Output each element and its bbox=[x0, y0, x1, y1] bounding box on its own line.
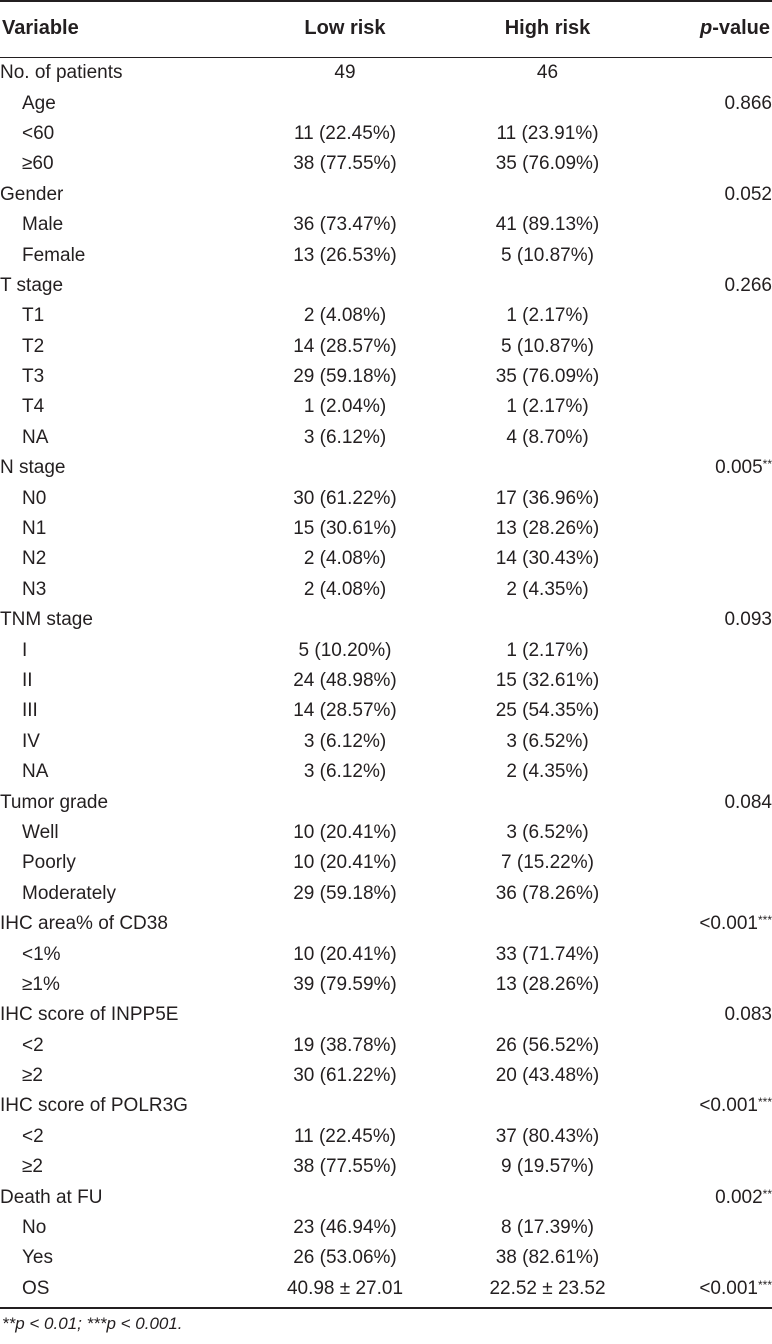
row-label: <1% bbox=[22, 943, 61, 965]
footnote: **p < 0.01; ***p < 0.001. bbox=[2, 1314, 183, 1333]
low-risk-cell bbox=[250, 1182, 440, 1212]
table-row bbox=[0, 757, 772, 787]
p-value-cell bbox=[655, 605, 772, 635]
low-risk-cell: 24 (48.98%) bbox=[293, 670, 397, 691]
table-row bbox=[0, 1091, 772, 1121]
table-row bbox=[0, 727, 772, 757]
low-risk-cell: 39 (79.59%) bbox=[293, 973, 397, 995]
p-value-text: 0.084 bbox=[724, 791, 772, 813]
table-row bbox=[0, 240, 772, 270]
row-label: T3 bbox=[22, 366, 45, 388]
high-risk-cell bbox=[440, 605, 655, 635]
low-risk-cell: 11 (22.45%) bbox=[293, 1125, 397, 1147]
table-row bbox=[0, 575, 772, 605]
high-risk-cell: 35 (76.09%) bbox=[495, 153, 600, 175]
p-value-cell bbox=[655, 1274, 772, 1304]
table-row bbox=[0, 696, 772, 726]
row-label: <2 bbox=[22, 1125, 44, 1147]
high-risk-cell: 9 (19.57%) bbox=[501, 1156, 594, 1178]
table-row bbox=[0, 149, 772, 179]
p-value-cell bbox=[655, 1000, 772, 1030]
table-row bbox=[0, 605, 772, 635]
row-label: N0 bbox=[22, 487, 47, 509]
p-value-cell bbox=[655, 757, 772, 787]
high-risk-cell: 1 (2.17%) bbox=[506, 639, 589, 661]
low-risk-cell: 40.98 ± 27.01 bbox=[286, 1277, 404, 1299]
row-label: IHC area% of CD38 bbox=[0, 913, 168, 935]
low-risk-cell: 3 (6.12%) bbox=[303, 730, 387, 752]
low-risk-cell bbox=[250, 787, 440, 817]
p-value-cell bbox=[655, 666, 772, 696]
high-risk-cell: 3 (6.52%) bbox=[506, 730, 589, 752]
high-risk-cell: 11 (23.91%) bbox=[496, 122, 599, 144]
row-label: Age bbox=[22, 92, 56, 114]
table-row bbox=[0, 58, 772, 89]
high-risk-cell: 38 (82.61%) bbox=[495, 1247, 600, 1269]
p-value-cell bbox=[655, 483, 772, 513]
row-label: Death at FU bbox=[0, 1186, 103, 1208]
table-row bbox=[0, 271, 772, 301]
header-variable: Variable bbox=[0, 0, 250, 58]
p-value-cell bbox=[655, 1061, 772, 1091]
significance-marker: *** bbox=[757, 1095, 772, 1110]
row-label: ≥60 bbox=[22, 153, 54, 175]
low-risk-cell bbox=[250, 88, 440, 118]
high-risk-cell: 2 (4.35%) bbox=[506, 761, 589, 783]
low-risk-cell: 10 (20.41%) bbox=[293, 852, 397, 874]
low-risk-cell: 15 (30.61%) bbox=[293, 518, 397, 540]
p-value-cell bbox=[655, 787, 772, 817]
row-label: IHC score of INPP5E bbox=[0, 1004, 179, 1026]
low-risk-cell: 3 (6.12%) bbox=[303, 761, 387, 783]
high-risk-cell: 26 (56.52%) bbox=[495, 1034, 600, 1056]
bottom-rule bbox=[0, 1307, 772, 1309]
row-label: Moderately bbox=[22, 882, 116, 904]
p-value-text: <0.001 bbox=[699, 1277, 758, 1299]
table-row bbox=[0, 301, 772, 331]
high-risk-cell bbox=[440, 909, 655, 939]
low-risk-cell: 36 (73.47%) bbox=[293, 214, 397, 236]
high-risk-cell: 15 (32.61%) bbox=[495, 670, 600, 691]
header-p-rest: -value bbox=[712, 17, 770, 39]
significance-marker: ** bbox=[762, 1186, 772, 1201]
p-value-text: <0.001 bbox=[699, 913, 758, 935]
table-row bbox=[0, 1122, 772, 1152]
p-value-cell bbox=[655, 1152, 772, 1182]
high-risk-cell bbox=[440, 787, 655, 817]
p-value-cell bbox=[655, 301, 772, 331]
row-label: Yes bbox=[22, 1247, 53, 1269]
low-risk-cell: 3 (6.12%) bbox=[303, 426, 387, 448]
table-row bbox=[0, 392, 772, 422]
table-row bbox=[0, 1000, 772, 1030]
p-value-cell bbox=[655, 818, 772, 848]
high-risk-cell bbox=[440, 180, 655, 210]
high-risk-cell: 2 (4.35%) bbox=[506, 578, 589, 600]
high-risk-cell: 35 (76.09%) bbox=[495, 366, 600, 388]
row-label: NA bbox=[22, 426, 49, 448]
low-risk-cell: 23 (46.94%) bbox=[293, 1217, 397, 1239]
low-risk-cell bbox=[250, 1091, 440, 1121]
row-label: Tumor grade bbox=[0, 791, 109, 813]
low-risk-cell: 2 (4.08%) bbox=[303, 548, 387, 570]
header-low-risk: Low risk bbox=[250, 0, 440, 58]
header-p-value bbox=[655, 0, 772, 58]
row-label: ≥1% bbox=[22, 973, 60, 995]
high-risk-cell: 13 (28.26%) bbox=[495, 973, 600, 995]
low-risk-cell: 14 (28.57%) bbox=[293, 700, 397, 722]
p-value-cell bbox=[655, 240, 772, 270]
p-value-cell bbox=[655, 696, 772, 726]
table-row bbox=[0, 210, 772, 240]
p-value-cell bbox=[655, 1122, 772, 1152]
low-risk-cell: 10 (20.41%) bbox=[293, 821, 397, 843]
high-risk-cell: 17 (36.96%) bbox=[495, 487, 600, 509]
low-risk-cell: 38 (77.55%) bbox=[293, 1156, 397, 1178]
p-value-text: 0.866 bbox=[724, 92, 772, 114]
row-label: T1 bbox=[22, 305, 45, 327]
low-risk-cell: 29 (59.18%) bbox=[293, 882, 397, 904]
p-value-text: <0.001 bbox=[699, 1095, 758, 1117]
p-value-cell bbox=[655, 1182, 772, 1212]
low-risk-cell: 19 (38.78%) bbox=[293, 1034, 397, 1056]
p-value-cell bbox=[655, 1213, 772, 1243]
high-risk-cell: 14 (30.43%) bbox=[495, 548, 600, 570]
p-value-cell bbox=[655, 909, 772, 939]
row-label: I bbox=[22, 639, 28, 661]
high-risk-cell: 8 (17.39%) bbox=[501, 1217, 594, 1239]
row-label: No. of patients bbox=[0, 62, 123, 84]
p-value-text: 0.093 bbox=[724, 609, 772, 631]
low-risk-cell bbox=[250, 271, 440, 301]
table-row bbox=[0, 544, 772, 574]
row-label: N2 bbox=[22, 548, 47, 570]
high-risk-cell: 41 (89.13%) bbox=[495, 214, 600, 236]
low-risk-cell: 49 bbox=[334, 62, 356, 84]
table-row bbox=[0, 1061, 772, 1091]
p-value-cell bbox=[655, 1243, 772, 1273]
p-value-cell bbox=[655, 970, 772, 1000]
table-row bbox=[0, 1213, 772, 1243]
table-row bbox=[0, 483, 772, 513]
low-risk-cell: 2 (4.08%) bbox=[303, 305, 387, 327]
row-label: N1 bbox=[22, 518, 47, 540]
p-value-text: 0.052 bbox=[724, 183, 772, 205]
row-label: No bbox=[22, 1217, 47, 1239]
low-risk-cell: 2 (4.08%) bbox=[303, 578, 387, 600]
p-value-cell bbox=[655, 879, 772, 909]
p-value-cell bbox=[655, 88, 772, 118]
table-row bbox=[0, 180, 772, 210]
row-label: Female bbox=[22, 244, 86, 266]
low-risk-cell: 13 (26.53%) bbox=[293, 244, 397, 266]
p-value-cell bbox=[655, 575, 772, 605]
row-label: Male bbox=[22, 214, 64, 236]
low-risk-cell: 11 (22.45%) bbox=[293, 122, 397, 144]
row-label: <2 bbox=[22, 1034, 44, 1056]
high-risk-cell: 33 (71.74%) bbox=[495, 943, 600, 965]
high-risk-cell: 4 (8.70%) bbox=[506, 426, 589, 448]
high-risk-cell bbox=[440, 1091, 655, 1121]
low-risk-cell: 1 (2.04%) bbox=[303, 396, 387, 418]
p-value-cell bbox=[655, 180, 772, 210]
row-label: ≥2 bbox=[22, 1065, 43, 1087]
table-row bbox=[0, 1182, 772, 1212]
row-label: NA bbox=[22, 761, 49, 783]
table-row bbox=[0, 1152, 772, 1182]
high-risk-cell: 37 (80.43%) bbox=[495, 1125, 600, 1147]
p-value-cell bbox=[655, 210, 772, 240]
p-value-cell bbox=[655, 58, 772, 89]
high-risk-cell: 5 (10.87%) bbox=[501, 335, 594, 357]
table-row bbox=[0, 787, 772, 817]
low-risk-cell: 30 (61.22%) bbox=[293, 487, 397, 509]
p-value-cell bbox=[655, 848, 772, 878]
table-row bbox=[0, 879, 772, 909]
high-risk-cell: 36 (78.26%) bbox=[495, 882, 600, 904]
p-value-cell bbox=[655, 362, 772, 392]
p-value-cell bbox=[655, 271, 772, 301]
row-label: IHC score of POLR3G bbox=[0, 1095, 188, 1117]
table-row bbox=[0, 818, 772, 848]
table-row bbox=[0, 939, 772, 969]
table-row bbox=[0, 848, 772, 878]
header-p-italic: p bbox=[699, 17, 713, 39]
high-risk-cell: 7 (15.22%) bbox=[501, 852, 594, 874]
low-risk-cell bbox=[250, 909, 440, 939]
table-row bbox=[0, 453, 772, 483]
table-row bbox=[0, 332, 772, 362]
significance-marker: *** bbox=[757, 1277, 772, 1292]
row-label: TNM stage bbox=[0, 609, 93, 631]
high-risk-cell: 46 bbox=[536, 62, 559, 84]
table-row bbox=[0, 514, 772, 544]
high-risk-cell: 13 (28.26%) bbox=[495, 518, 600, 540]
row-label: T4 bbox=[22, 396, 45, 418]
p-value-text: 0.083 bbox=[724, 1004, 772, 1026]
row-label: T stage bbox=[0, 274, 64, 296]
low-risk-cell: 38 (77.55%) bbox=[293, 153, 397, 175]
p-value-cell bbox=[655, 1091, 772, 1121]
row-label: N3 bbox=[22, 578, 47, 600]
high-risk-cell bbox=[440, 1182, 655, 1212]
header-high-risk: High risk bbox=[440, 0, 655, 58]
row-label: T2 bbox=[22, 335, 45, 357]
low-risk-cell bbox=[250, 605, 440, 635]
high-risk-cell: 1 (2.17%) bbox=[506, 396, 589, 418]
high-risk-cell: 3 (6.52%) bbox=[506, 821, 589, 843]
row-label: <60 bbox=[22, 122, 55, 144]
p-value-cell bbox=[655, 453, 772, 483]
high-risk-cell bbox=[440, 1000, 655, 1030]
low-risk-cell: 29 (59.18%) bbox=[293, 366, 397, 388]
row-label: N stage bbox=[0, 457, 66, 479]
header-row bbox=[0, 0, 772, 58]
table-row bbox=[0, 970, 772, 1000]
p-value-cell bbox=[655, 727, 772, 757]
high-risk-cell: 25 (54.35%) bbox=[495, 700, 600, 722]
p-value-cell bbox=[655, 332, 772, 362]
row-label: Poorly bbox=[22, 852, 76, 874]
significance-marker: ** bbox=[762, 457, 772, 472]
p-value-cell bbox=[655, 514, 772, 544]
p-value-cell bbox=[655, 939, 772, 969]
p-value-cell bbox=[655, 635, 772, 665]
low-risk-cell bbox=[250, 1000, 440, 1030]
p-value-text: 0.005 bbox=[715, 457, 763, 479]
row-label: ≥2 bbox=[22, 1156, 43, 1178]
p-value-text: 0.266 bbox=[724, 274, 772, 296]
high-risk-cell: 1 (2.17%) bbox=[506, 305, 589, 327]
table-row bbox=[0, 666, 772, 696]
table-body bbox=[0, 58, 772, 1305]
table-row bbox=[0, 1243, 772, 1273]
p-value-cell bbox=[655, 544, 772, 574]
low-risk-cell bbox=[250, 453, 440, 483]
table-row bbox=[0, 119, 772, 149]
high-risk-cell bbox=[440, 271, 655, 301]
high-risk-cell: 22.52 ± 23.52 bbox=[489, 1277, 606, 1299]
p-value-cell bbox=[655, 1031, 772, 1061]
low-risk-cell: 10 (20.41%) bbox=[293, 943, 397, 965]
row-label: OS bbox=[22, 1277, 50, 1299]
row-label: Well bbox=[22, 821, 59, 843]
table-row bbox=[0, 635, 772, 665]
p-value-cell bbox=[655, 149, 772, 179]
table-row bbox=[0, 423, 772, 453]
high-risk-cell: 20 (43.48%) bbox=[495, 1065, 600, 1087]
p-value-cell bbox=[655, 423, 772, 453]
table-row bbox=[0, 88, 772, 118]
row-label: Gender bbox=[0, 183, 64, 205]
p-value-cell bbox=[655, 392, 772, 422]
low-risk-cell bbox=[250, 180, 440, 210]
table-row bbox=[0, 1031, 772, 1061]
significance-marker: *** bbox=[757, 913, 772, 928]
low-risk-cell: 14 (28.57%) bbox=[293, 335, 397, 357]
row-label: III bbox=[22, 700, 38, 722]
high-risk-cell bbox=[440, 88, 655, 118]
table-row bbox=[0, 362, 772, 392]
high-risk-cell bbox=[440, 453, 655, 483]
high-risk-cell: 5 (10.87%) bbox=[501, 244, 594, 266]
row-label: II bbox=[22, 670, 33, 691]
p-value-text: 0.002 bbox=[715, 1186, 763, 1208]
row-label: IV bbox=[22, 730, 40, 752]
table-row bbox=[0, 1274, 772, 1304]
low-risk-cell: 26 (53.06%) bbox=[293, 1247, 397, 1269]
table-row bbox=[0, 909, 772, 939]
low-risk-cell: 30 (61.22%) bbox=[293, 1065, 397, 1087]
low-risk-cell: 5 (10.20%) bbox=[298, 639, 392, 661]
p-value-cell bbox=[655, 119, 772, 149]
